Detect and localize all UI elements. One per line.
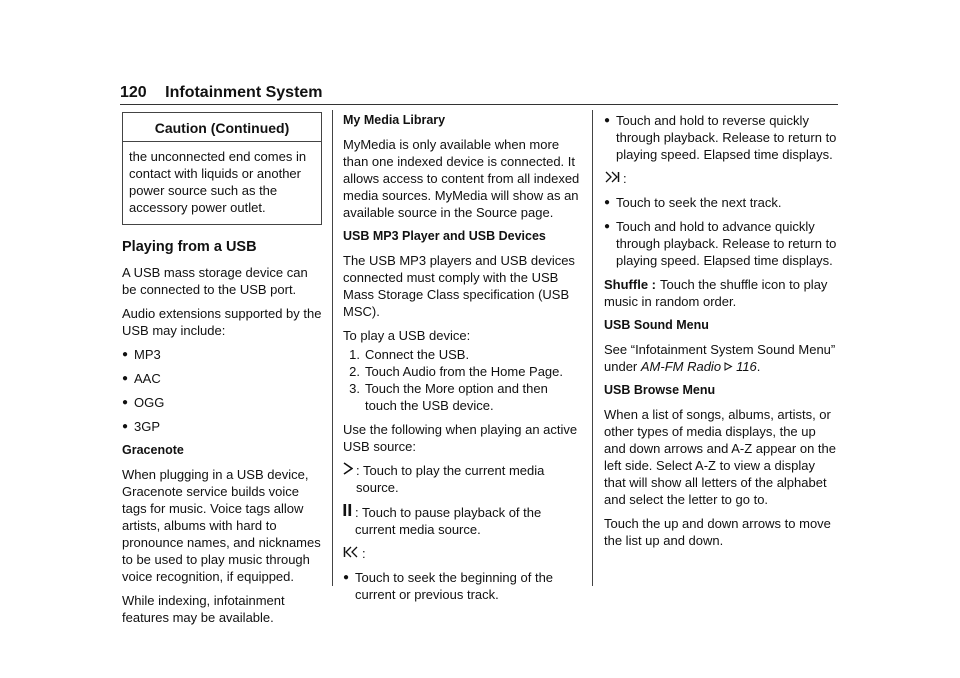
- list-item: ● OGG: [122, 395, 165, 410]
- section-title: Infotainment System: [165, 84, 323, 101]
- step-item: 1. Connect the USB.: [349, 347, 470, 362]
- paragraph: While indexing, infotainment features may be available.: [122, 593, 285, 625]
- paragraph: Audio extensions supported by the USB may include:: [122, 306, 322, 338]
- paragraph: MyMedia is only available when more than one indexed device is connected. It allows access to content from all indexed media sources. MyMedia will show as an available source in the Source page.: [343, 137, 580, 220]
- list-item: ● Touch to seek the beginning of the current or previous track.: [343, 570, 554, 602]
- paragraph: See “Infotainment System Sound Menu” under AM-FM Radio 116.: [604, 342, 836, 374]
- steps-list: [343, 346, 580, 414]
- page-reference-arrow-icon: [724, 358, 733, 375]
- list-item: ● Touch and hold to advance quickly through playback. Release to return to playing speed. Elapsed time displays.: [604, 219, 837, 268]
- page-header: [120, 84, 838, 105]
- column-divider: [332, 110, 333, 586]
- list-item: ● MP3: [122, 347, 161, 362]
- paragraph: A USB mass storage device can be connected to the USB port.: [122, 265, 308, 297]
- subheading: My Media Library: [343, 113, 446, 127]
- bullet-icon: ●: [604, 197, 611, 208]
- step-item: 2. Touch Audio from the Home Page.: [349, 364, 564, 379]
- step-item: 3. Touch the More option and then touch the USB device.: [349, 381, 548, 413]
- paragraph: When plugging in a USB device, Gracenote service builds voice tags for music. Voice tags allow artists, albums with hard to pronounce names, and nicknames to be used to play music through voice recognition, if equipped.: [122, 467, 321, 584]
- bullet-icon: ●: [122, 373, 129, 384]
- list-item: ● 3GP: [122, 419, 161, 434]
- subheading: Gracenote: [122, 443, 184, 457]
- bullet-icon: ●: [604, 221, 611, 232]
- shuffle-term: Shuffle :: [604, 277, 656, 292]
- bullet-icon: ●: [122, 349, 129, 360]
- next-track-icon: [604, 171, 620, 183]
- list-item: ● Touch to seek the next track.: [604, 195, 782, 210]
- list-item: ● Touch and hold to reverse quickly through playback. Release to return to playing speed. Elapsed time displays.: [604, 113, 837, 162]
- shuffle-description: Shuffle : Touch the shuffle icon to play music in random order.: [604, 277, 828, 309]
- previous-track-icon: [343, 546, 359, 558]
- column-3: [604, 112, 840, 556]
- column-1: [122, 112, 322, 633]
- caution-text: the unconnected end comes in contact with liquids or another power source such as the accessory power outlet.: [129, 149, 307, 215]
- column-divider: [592, 110, 593, 586]
- cross-reference-page[interactable]: 116: [736, 359, 757, 374]
- bullet-icon: ●: [604, 115, 611, 126]
- play-control-description: : Touch to play the current media source.: [343, 462, 580, 496]
- section-heading: Playing from a USB: [122, 239, 257, 255]
- caution-title: Caution (Continued): [123, 113, 321, 142]
- paragraph: The USB MP3 players and USB devices connected must comply with the USB Mass Storage Class specification (USB MSC).: [343, 253, 575, 319]
- pause-control-description: : Touch to pause playback of the current media source.: [343, 503, 580, 538]
- pause-icon: [343, 503, 352, 517]
- cross-reference-link[interactable]: AM-FM Radio: [640, 359, 722, 374]
- play-icon: [343, 462, 353, 475]
- bullet-icon: ●: [122, 397, 129, 408]
- bullet-icon: ●: [122, 421, 129, 432]
- page-number: 120: [120, 84, 147, 101]
- subheading: USB Sound Menu: [604, 318, 709, 332]
- caution-box: [122, 112, 322, 225]
- paragraph: Use the following when playing an active USB source:: [343, 422, 578, 454]
- paragraph: Touch the up and down arrows to move the list up and down.: [604, 516, 831, 548]
- list-item: ● AAC: [122, 371, 161, 386]
- bullet-icon: ●: [343, 572, 350, 583]
- previous-control-description: :: [343, 545, 580, 562]
- next-control-description: :: [604, 170, 840, 187]
- paragraph: When a list of songs, albums, artists, or other types of media displays, the up and down arrows and A-Z appear on the left side. Select A-Z to view a display that will show all letters of the alphabet and select the letter to go to.: [604, 407, 836, 507]
- paragraph: To play a USB device:: [343, 328, 471, 343]
- subheading: USB Browse Menu: [604, 383, 716, 397]
- column-2: [343, 112, 580, 610]
- subheading: USB MP3 Player and USB Devices: [343, 229, 546, 243]
